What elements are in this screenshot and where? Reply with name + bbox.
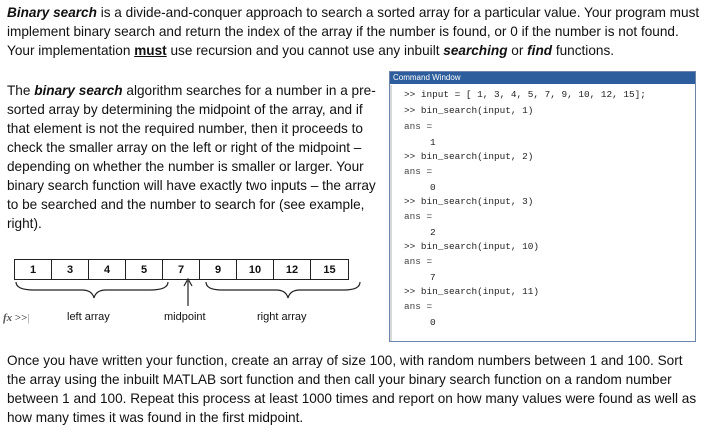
array-cell: 3 — [52, 260, 89, 279]
algorithm-description — [7, 81, 379, 233]
prompt-symbol: >> — [14, 312, 28, 324]
array-braces — [0, 276, 380, 312]
ans-value: 0 — [430, 317, 436, 328]
midpoint-label: midpoint — [164, 311, 206, 323]
command-line: >> bin_search(input, 11) — [404, 286, 540, 297]
term-find: find — [527, 43, 553, 58]
ans-label: ans = — [404, 121, 433, 132]
desc-text-2: algorithm searches for a number in a pre-sorted array by determining the midpoint of the array, and if that element is not the required number, then it proceeds to check the smaller array on the left or right of the midpoint – depending on whether the number is smaller or larger. Your binary search function will have exactly two inputs – the array to be searched and the number to search for (see example, right). — [7, 83, 376, 231]
desc-text-1: The — [7, 83, 35, 98]
term-searching: searching — [443, 43, 508, 58]
function-browser-icon[interactable]: fx — [3, 312, 13, 324]
term-binary-search: Binary search — [7, 5, 97, 20]
array-cell: 15 — [323, 263, 336, 276]
command-window-body[interactable] — [390, 85, 695, 341]
desc-term-binary-search: binary search — [34, 83, 123, 98]
left-array-brace — [16, 282, 168, 298]
array-cell: 5 — [126, 260, 163, 279]
ans-value: 2 — [430, 227, 436, 238]
right-array-label: right array — [257, 311, 307, 323]
left-array-label: left array — [67, 311, 110, 323]
command-line: >> bin_search(input, 10) — [404, 241, 540, 252]
midpoint-arrow-icon — [184, 279, 192, 306]
ans-label: ans = — [404, 166, 433, 177]
command-line: >> input = [ 1, 3, 4, 5, 7, 9, 10, 12, 15]; — [404, 89, 646, 100]
ans-value: 1 — [430, 137, 436, 148]
command-line: >> bin_search(input, 2) — [404, 151, 534, 162]
intro-text-2: use recursion and you cannot use any inbuilt — [166, 43, 444, 58]
command-line: >> bin_search(input, 1) — [404, 105, 534, 116]
right-array-brace — [206, 282, 360, 298]
ans-value: 7 — [430, 272, 436, 283]
intro-paragraph — [7, 3, 701, 60]
intro-text-4: functions. — [552, 43, 615, 58]
ans-label: ans = — [404, 301, 433, 312]
emphasis-must: must — [134, 43, 167, 58]
command-prompt[interactable]: fx >>| — [3, 312, 30, 324]
array-cell-midpoint: 7 — [163, 260, 200, 279]
array-cell: 10 — [237, 260, 274, 279]
task-paragraph: Once you have written your function, create an array of size 100, with random numbers between 1 and 100. Sort the array using the inbuilt MATLAB sort function and then call your binary search function on a random number between 1 and 100. Repeat this process at least 1000 times and report on how many values were found as well as how many times it was found in the first midpoint. — [7, 353, 697, 425]
array-cell: 4 — [89, 260, 126, 279]
command-window — [389, 71, 696, 342]
intro-text-1: is a divide-and-conquer approach to search a sorted array for a particular value. Your program must implement binary search and return the index of the array if the number is found, or 0 if the number is not found. Your implementation — [7, 5, 700, 58]
ans-label: ans = — [404, 256, 433, 267]
intro-text-3: or — [507, 43, 528, 58]
array-cell: 9 — [200, 260, 237, 279]
array-cell: 1 — [15, 260, 52, 279]
ans-label: ans = — [404, 211, 433, 222]
command-line: >> bin_search(input, 3) — [404, 196, 534, 207]
command-window-title: Command Window — [390, 72, 695, 84]
ans-value: 0 — [430, 182, 436, 193]
array-cell: 12 — [274, 260, 311, 279]
